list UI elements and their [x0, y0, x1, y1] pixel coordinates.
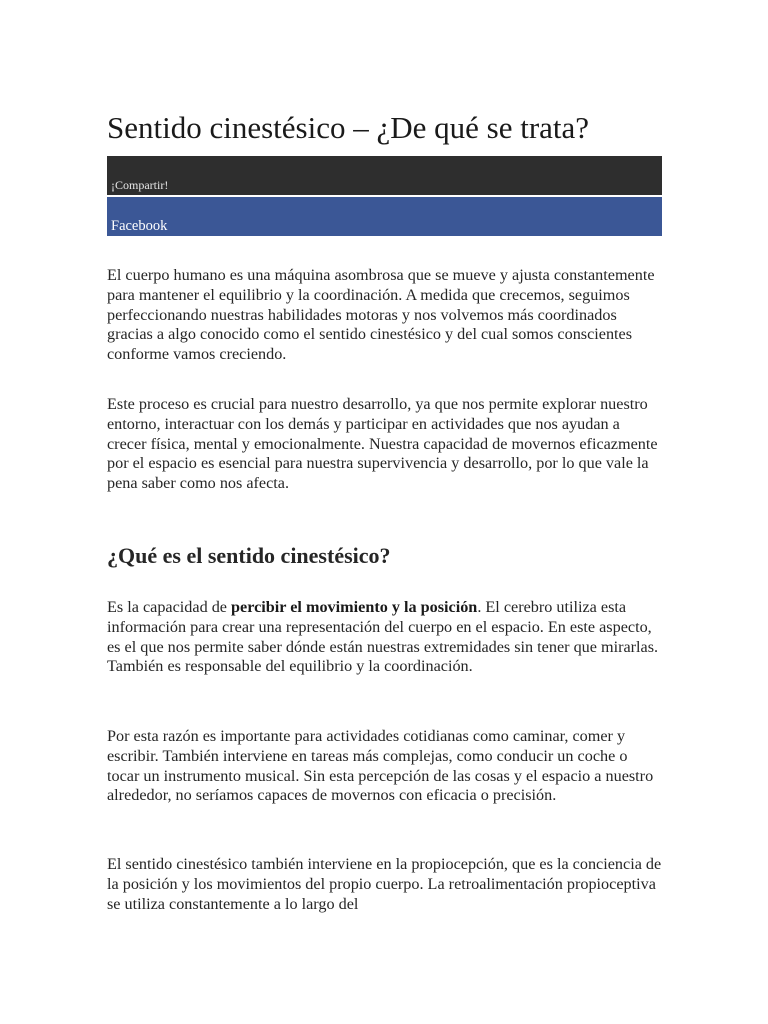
section-heading: ¿Qué es el sentido cinestésico?: [107, 543, 391, 568]
paragraph-importance: Por esta razón es importante para actividades cotidianas como caminar, comer y escribir. También interviene en tareas más complejas, como conducir un coche o tocar un instrumento musical. Sin esta percepción de las cosas y el espacio a nuestro alrededor, no seríamos capaces de movernos con eficacia o precisión.: [107, 727, 654, 805]
paragraph-proprioception: El sentido cinestésico también interviene en la propiocepción, que es la conciencia de la posición y los movimientos del propio cuerpo. La retroalimentación propioceptiva se utiliza constantemente a lo largo del: [107, 855, 662, 913]
paragraph-intro-2: Este proceso es crucial para nuestro desarrollo, ya que nos permite explorar nuestro entorno, interactuar con los demás y participar en actividades que nos ayudan a crecer física, mental y emocionalmente. Nuestra capacidad de movernos eficazmente por el espacio es esencial para nuestra supervivencia y desarrollo, por lo que vale la pena saber como nos afecta.: [107, 395, 658, 493]
definition-text-start: Es la capacidad de: [107, 598, 232, 616]
facebook-share-button[interactable]: [107, 197, 662, 236]
share-label: ¡Compartir!: [111, 178, 169, 192]
paragraph-definition: [107, 598, 663, 677]
facebook-label: Facebook: [111, 218, 168, 234]
share-bar: [107, 156, 662, 195]
definition-bold-text: percibir el movimiento y la posición: [231, 598, 478, 616]
definition-text-end: . El cerebro utiliza esta información para crear una representación del cuerpo en el espacio. En este aspecto, es el que nos permite saber dónde están nuestras extremidades sin tener que mirarlas. También es responsable del equilibrio y la coordinación.: [107, 598, 659, 676]
paragraph-intro-1: El cuerpo humano es una máquina asombrosa que se mueve y ajusta constantemente para mantener el equilibrio y la coordinación. A medida que crecemos, seguimos perfeccionando nuestras habilidades motoras y nos volvemos más coordinados gracias a algo conocido como el sentido cinestésico y del cual somos conscientes conforme vamos creciendo.: [107, 266, 655, 364]
page-title: Sentido cinestésico – ¿De qué se trata?: [107, 110, 590, 145]
